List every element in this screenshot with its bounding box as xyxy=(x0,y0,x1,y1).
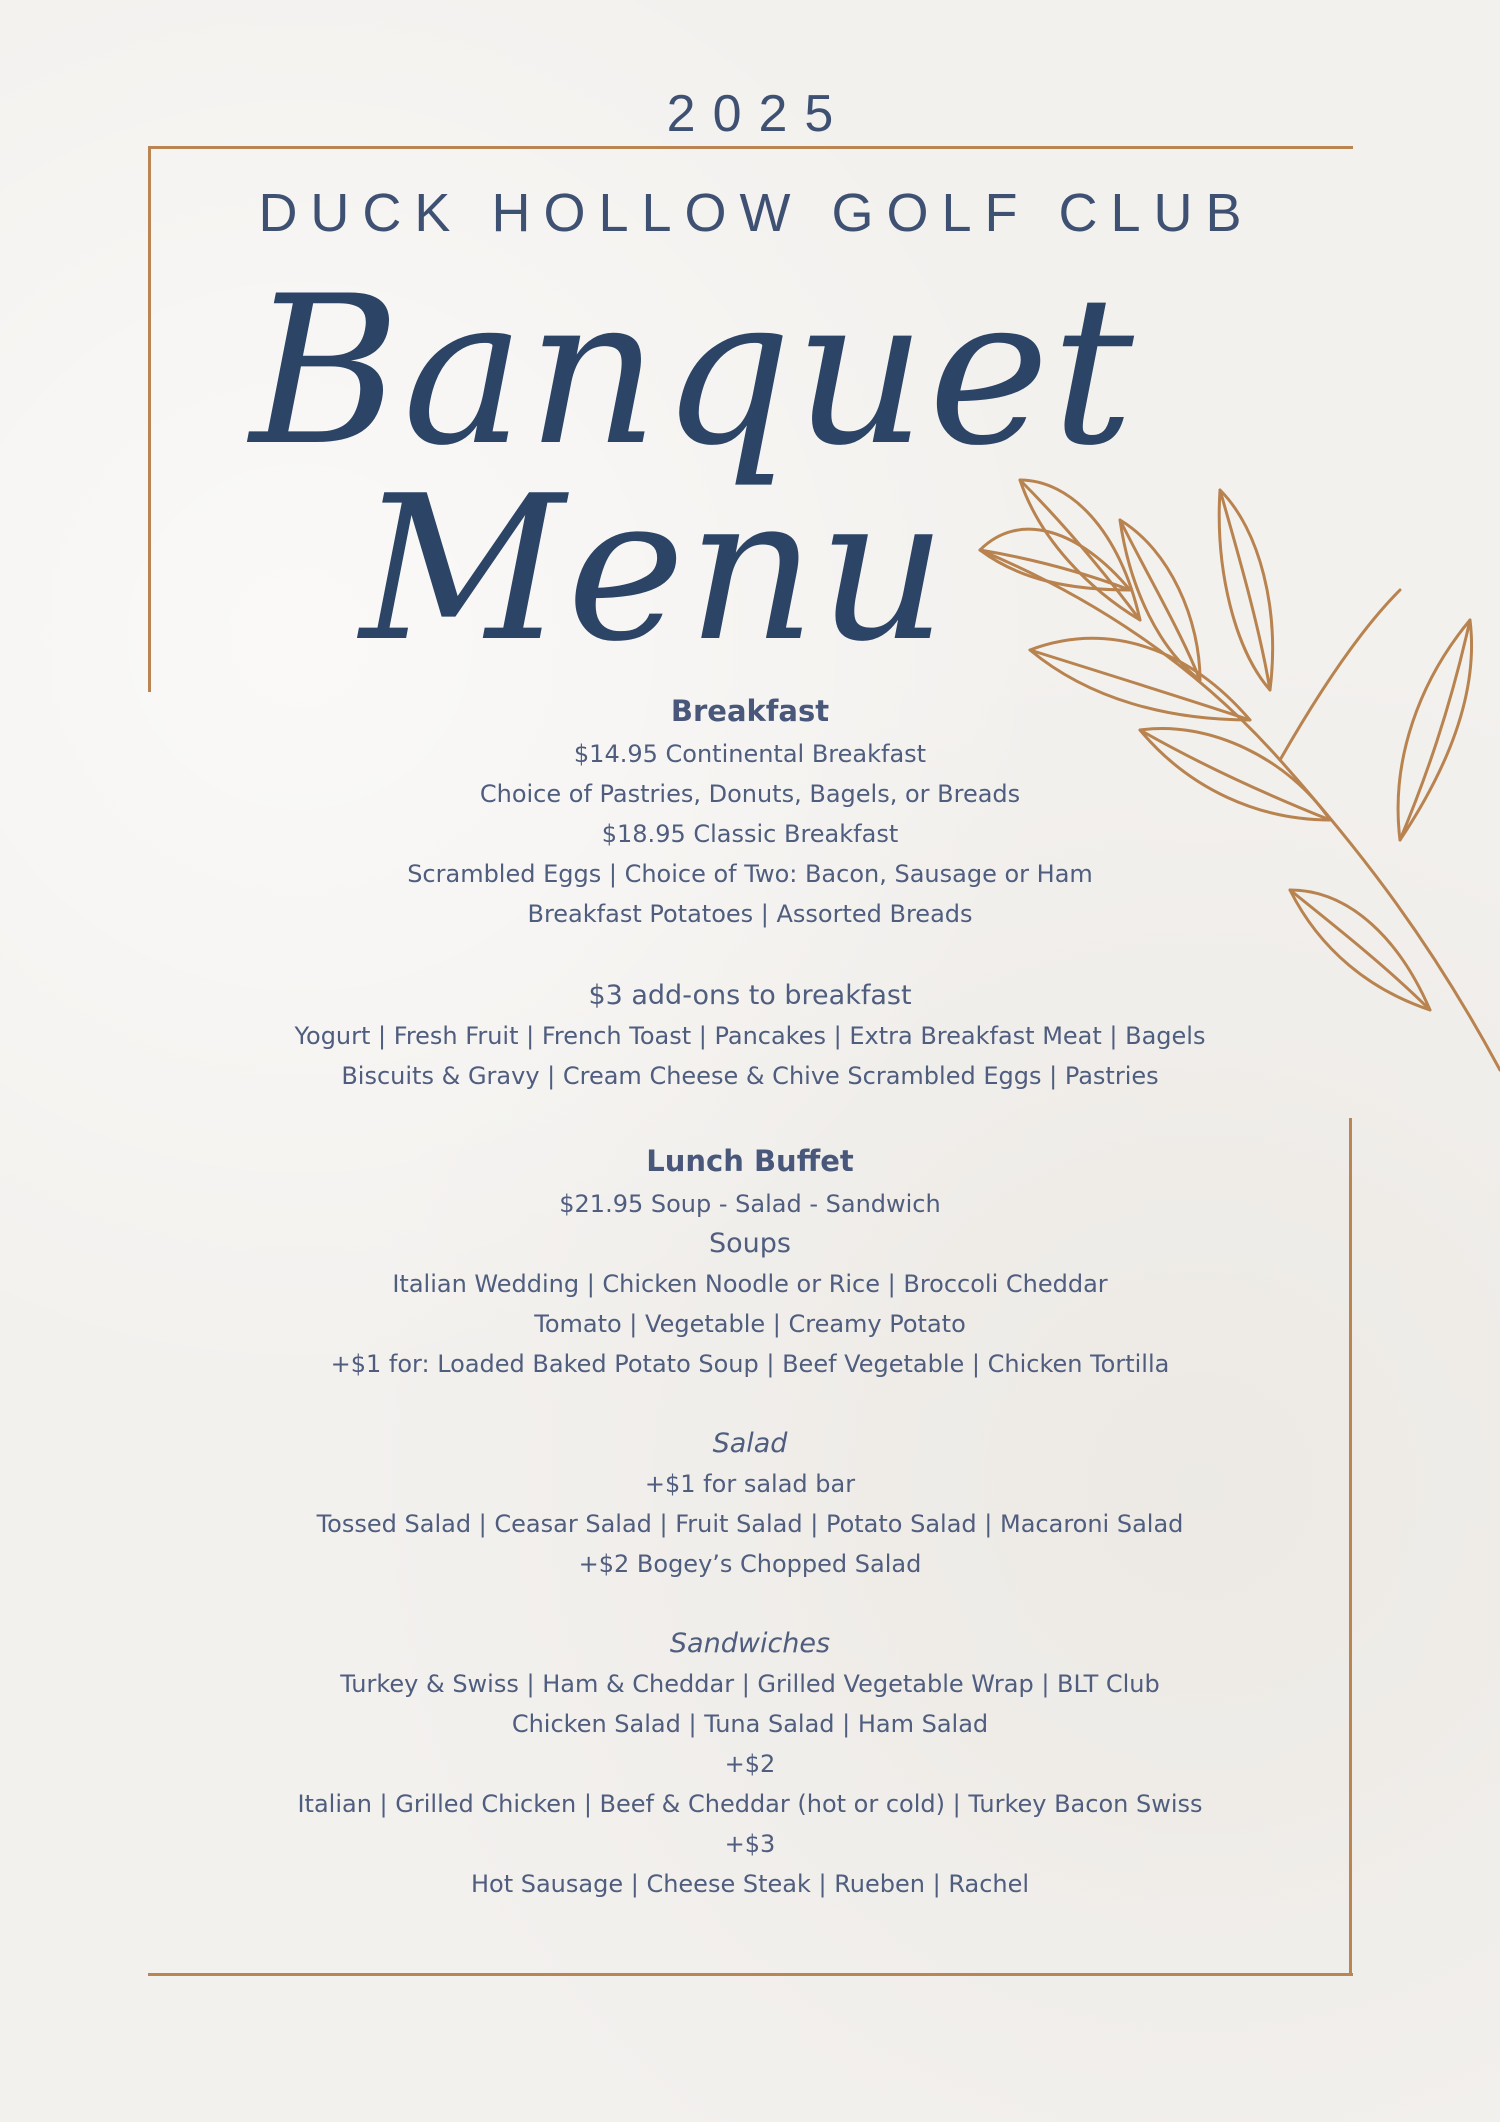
salad-title: Salad xyxy=(712,1428,788,1459)
frame-bottom-line xyxy=(148,1973,1353,1976)
sandwich-line: Hot Sausage | Cheese Steak | Rueben | Rachel xyxy=(470,1870,1030,1898)
breakfast-addon-line: Yogurt | Fresh Fruit | French Toast | Pancakes | Extra Breakfast Meat | Bagels xyxy=(294,1022,1206,1050)
breakfast-title: Breakfast xyxy=(670,694,830,728)
sandwiches-title: Sandwiches xyxy=(669,1628,831,1659)
breakfast-line: Breakfast Potatoes | Assorted Breads xyxy=(527,900,973,928)
sandwich-line: +$2 xyxy=(724,1750,776,1778)
menu-content xyxy=(150,688,1350,1904)
title-banquet: Banquet xyxy=(250,253,1136,491)
soups-title: Soups xyxy=(709,1228,791,1259)
title-menu: Menu xyxy=(360,453,949,686)
soup-line: +$1 for: Loaded Baked Potato Soup | Beef Vegetable | Chicken Tortilla xyxy=(330,1350,1170,1378)
breakfast-line: $18.95 Classic Breakfast xyxy=(601,820,899,848)
year-heading: 2025 xyxy=(666,85,851,143)
club-name: DUCK HOLLOW GOLF CLUB xyxy=(258,183,1255,243)
breakfast-line: Scrambled Eggs | Choice of Two: Bacon, Sausage or Ham xyxy=(407,860,1093,888)
frame-top-line xyxy=(148,146,1353,149)
salad-line: Tossed Salad | Ceasar Salad | Fruit Salad | Potato Salad | Macaroni Salad xyxy=(316,1510,1184,1538)
breakfast-addons-title: $3 add-ons to breakfast xyxy=(588,980,912,1011)
sandwich-line: +$3 xyxy=(724,1830,776,1858)
soup-line: Tomato | Vegetable | Creamy Potato xyxy=(534,1310,966,1338)
lunch-price-line: $21.95 Soup - Salad - Sandwich xyxy=(559,1190,941,1218)
salad-line: +$2 Bogey’s Chopped Salad xyxy=(578,1550,922,1578)
salad-line: +$1 for salad bar xyxy=(644,1470,856,1498)
soup-line: Italian Wedding | Chicken Noodle or Rice | Broccoli Cheddar xyxy=(392,1270,1108,1298)
sandwich-line: Chicken Salad | Tuna Salad | Ham Salad xyxy=(511,1710,989,1738)
breakfast-line: $14.95 Continental Breakfast xyxy=(573,740,927,768)
sandwich-line: Italian | Grilled Chicken | Beef & Cheddar (hot or cold) | Turkey Bacon Swiss xyxy=(297,1790,1203,1818)
breakfast-addon-line: Biscuits & Gravy | Cream Cheese & Chive Scrambled Eggs | Pastries xyxy=(341,1062,1159,1090)
breakfast-line: Choice of Pastries, Donuts, Bagels, or Breads xyxy=(479,780,1021,808)
lunch-title: Lunch Buffet xyxy=(646,1144,854,1178)
sandwich-line: Turkey & Swiss | Ham & Cheddar | Grilled Vegetable Wrap | BLT Club xyxy=(340,1670,1160,1698)
